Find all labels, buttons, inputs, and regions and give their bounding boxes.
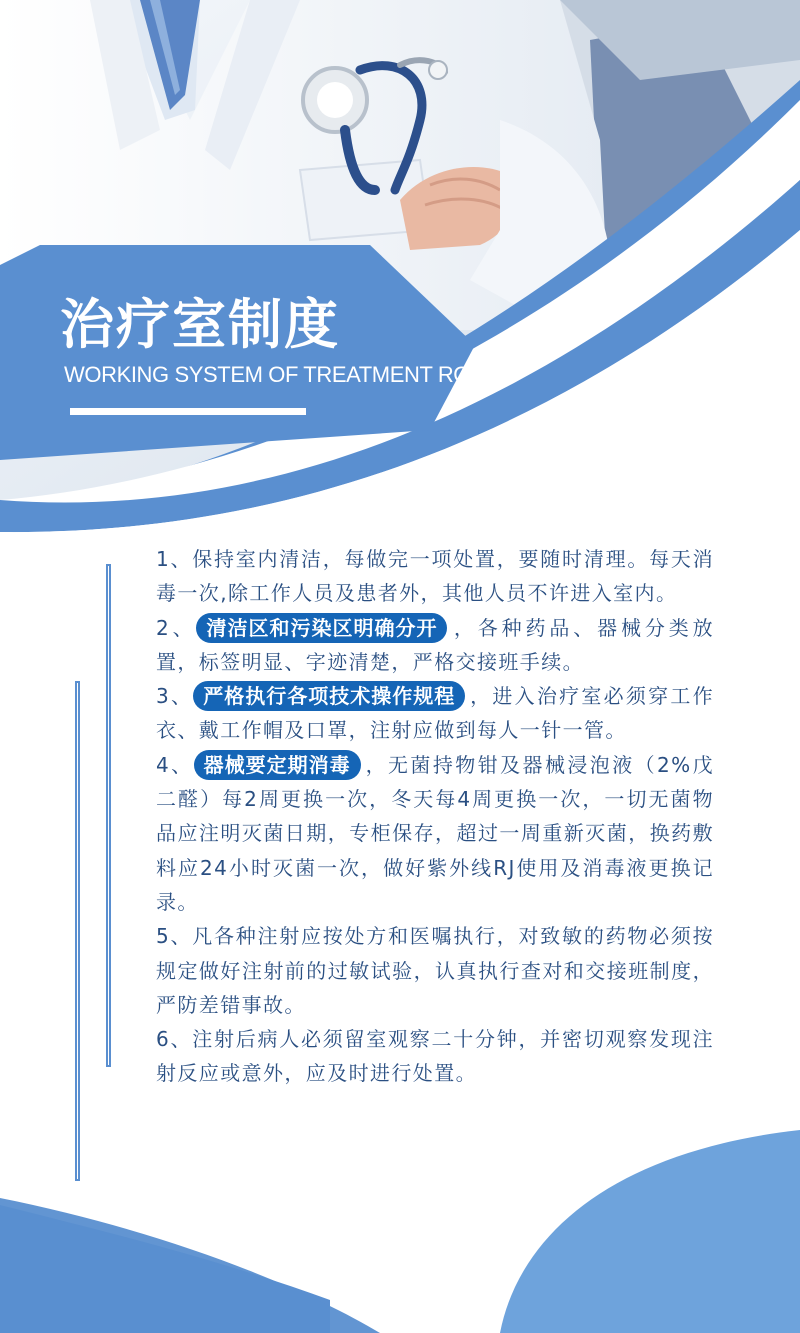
rule-item bbox=[156, 542, 714, 611]
rule-prefix: 6、 bbox=[156, 1027, 193, 1052]
rule-prefix: 3、 bbox=[156, 684, 194, 709]
page-title: 治疗室制度 bbox=[60, 293, 340, 356]
rule-highlight: 清洁区和污染区明确分开 bbox=[196, 613, 447, 643]
rule-highlight: 严格执行各项技术操作规程 bbox=[193, 681, 465, 711]
rule-text: 凡各种注射应按处方和医嘱执行，对致敏的药物必须按规定做好注射前的过敏试验，认真执行查对和交接班制度，严防差错事故。 bbox=[156, 924, 714, 1017]
rule-item bbox=[156, 1022, 714, 1091]
rule-prefix: 2、 bbox=[156, 615, 197, 640]
rule-highlight: 器械要定期消毒 bbox=[194, 750, 361, 780]
rule-text: 保持室内清洁，每做完一项处置，要随时清理。每天消毒一次,除工作人员及患者外，其他人员不许进入室内。 bbox=[156, 547, 714, 606]
rule-text: ，进入治疗室必须穿工作衣、戴工作帽及口罩，注射应做到每人一针一管。 bbox=[156, 684, 714, 743]
rule-item bbox=[156, 748, 714, 919]
rule-item bbox=[156, 611, 714, 680]
rule-item bbox=[156, 919, 714, 1022]
rules-list bbox=[156, 542, 714, 1091]
rule-prefix: 4、 bbox=[156, 752, 194, 777]
rule-text: ，无菌持物钳及器械浸泡液（2%戊二醛）每2周更换一次，冬天每4周更换一次，一切无菌物品应注明灭菌日期，专柜保存，超过一周重新灭菌，换药敷料应24小时灭菌一次，做好紫外线RJ使用及消毒液更换记录。 bbox=[156, 752, 714, 914]
decorative-bar bbox=[106, 564, 111, 1067]
title-underline bbox=[70, 408, 306, 415]
rule-prefix: 5、 bbox=[156, 924, 193, 949]
rule-prefix: 1、 bbox=[156, 547, 193, 571]
rule-text: 注射后病人必须留室观察二十分钟，并密切观察发现注射反应或意外，应及时进行处置。 bbox=[156, 1027, 714, 1086]
page-subtitle: WORKING SYSTEM OF TREATMENT ROOM bbox=[64, 362, 505, 387]
rule-item bbox=[156, 679, 714, 748]
rule-text: ，各种药品、器械分类放置，标签明显、字迹清楚，严格交接班手续。 bbox=[156, 615, 714, 674]
decorative-bar bbox=[75, 681, 80, 1181]
